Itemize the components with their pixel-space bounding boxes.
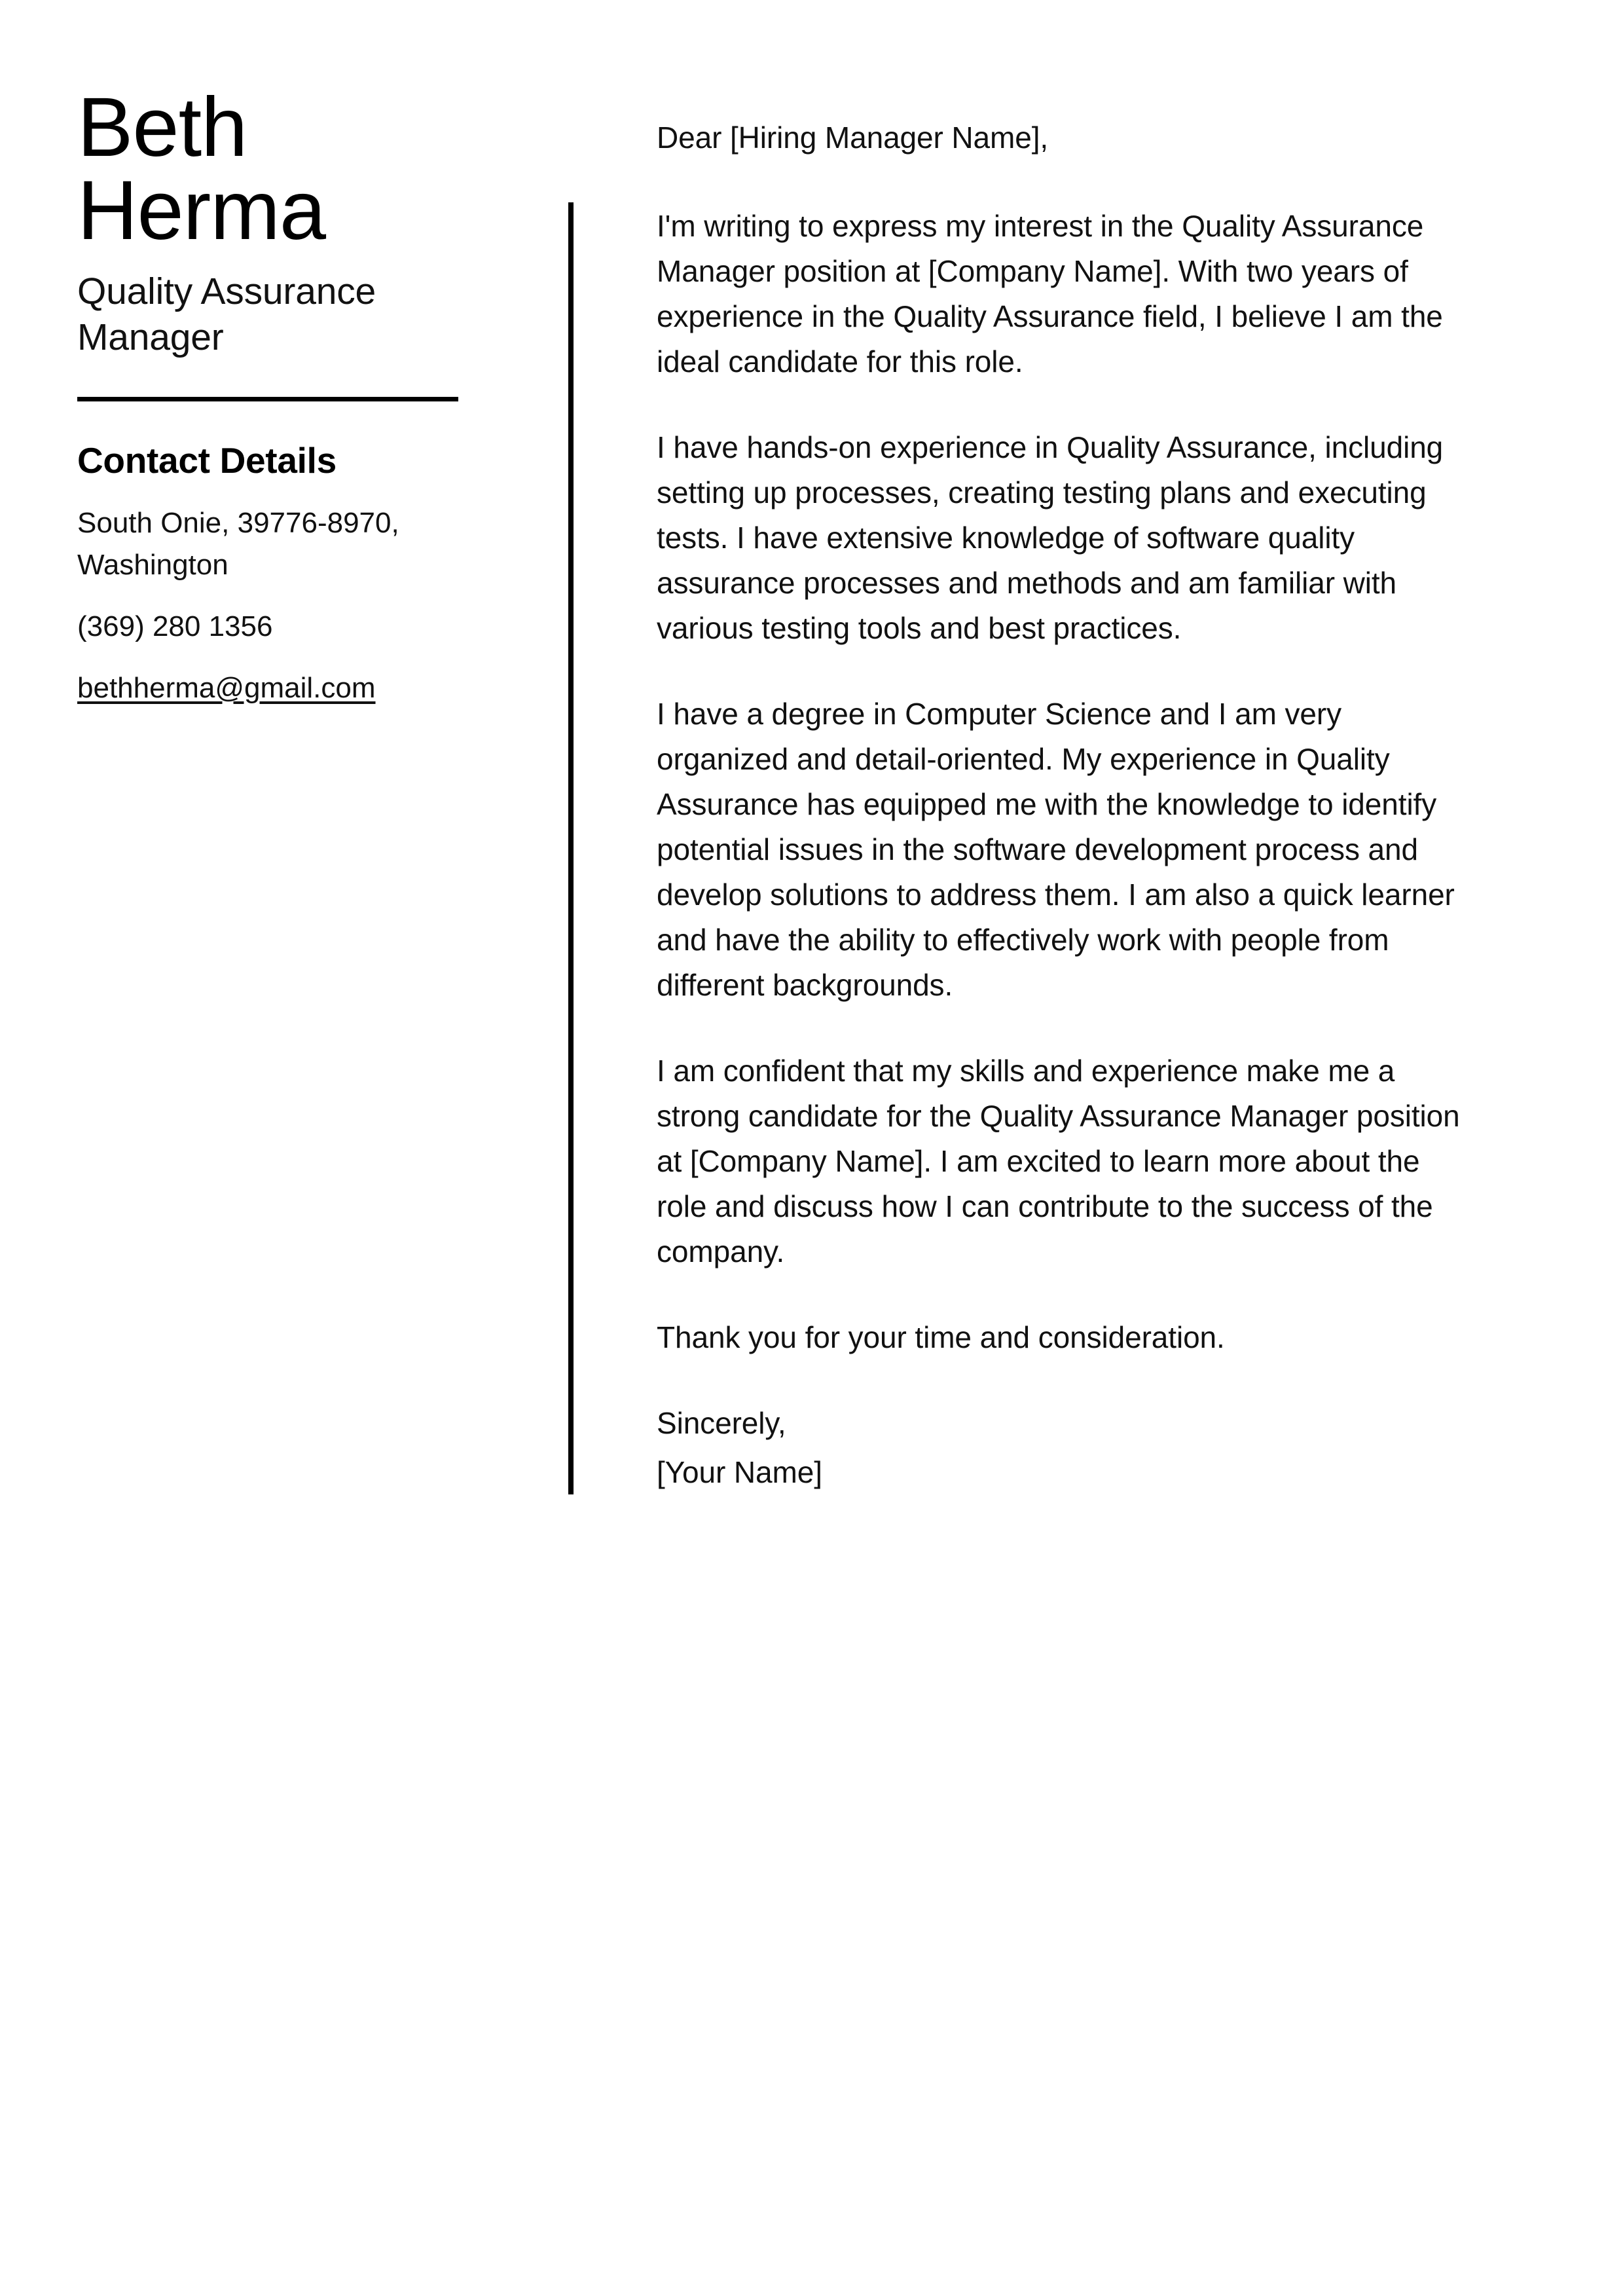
letter-paragraph-1: I'm writing to express my interest in the Quality Assurance Manager position at [Company Name]. With two years of experience in the Quality Assurance field, I believe I am the ideal candidate for this role. (657, 209, 1443, 379)
contact-details-heading: Contact Details (77, 440, 337, 481)
letter-signature: [Your Name] (657, 1455, 822, 1489)
letter-body (657, 115, 1462, 1495)
contact-phone[interactable]: (369) 280 1356 (77, 610, 273, 642)
sidebar-divider-rule (77, 397, 458, 401)
letter-paragraph-3: I have a degree in Computer Science and I am very organized and detail-oriented. My experience in Quality Assurance has equipped me with the knowledge to identify potential issues in the software development process and develop solutions to address them. I am also a quick learner and have the ability to effectively work with people from different backgrounds. (657, 697, 1455, 1002)
letter-thank-you: Thank you for your time and consideration. (657, 1320, 1225, 1354)
letter-paragraph-2: I have hands-on experience in Quality Assurance, including setting up processes, creating testing plans and executing tests. I have extensive knowledge of software quality assurance processes and methods and am familiar with various testing tools and best practices. (657, 430, 1444, 645)
candidate-name (77, 81, 470, 257)
candidate-first-name: Beth (77, 81, 247, 174)
contact-address: South Onie, 39776-8970, Washington (77, 507, 399, 581)
contact-email-link[interactable]: bethherma@gmail.com (77, 671, 376, 704)
sidebar (77, 81, 470, 709)
letter-salutation: Dear [Hiring Manager Name], (657, 120, 1049, 155)
candidate-last-name: Herma (77, 163, 326, 257)
vertical-divider (568, 202, 574, 1494)
contact-email-row (77, 667, 424, 709)
letter-closing: Sincerely, (657, 1406, 786, 1440)
contact-details-list (77, 502, 470, 709)
letter-paragraph-4: I am confident that my skills and experience make me a strong candidate for the Quality Assurance Manager position at [Company Name]. I am excited to learn more about the role and discuss how I can contribute to the success of the company. (657, 1054, 1460, 1268)
candidate-job-title: Quality Assurance Manager (77, 270, 376, 358)
